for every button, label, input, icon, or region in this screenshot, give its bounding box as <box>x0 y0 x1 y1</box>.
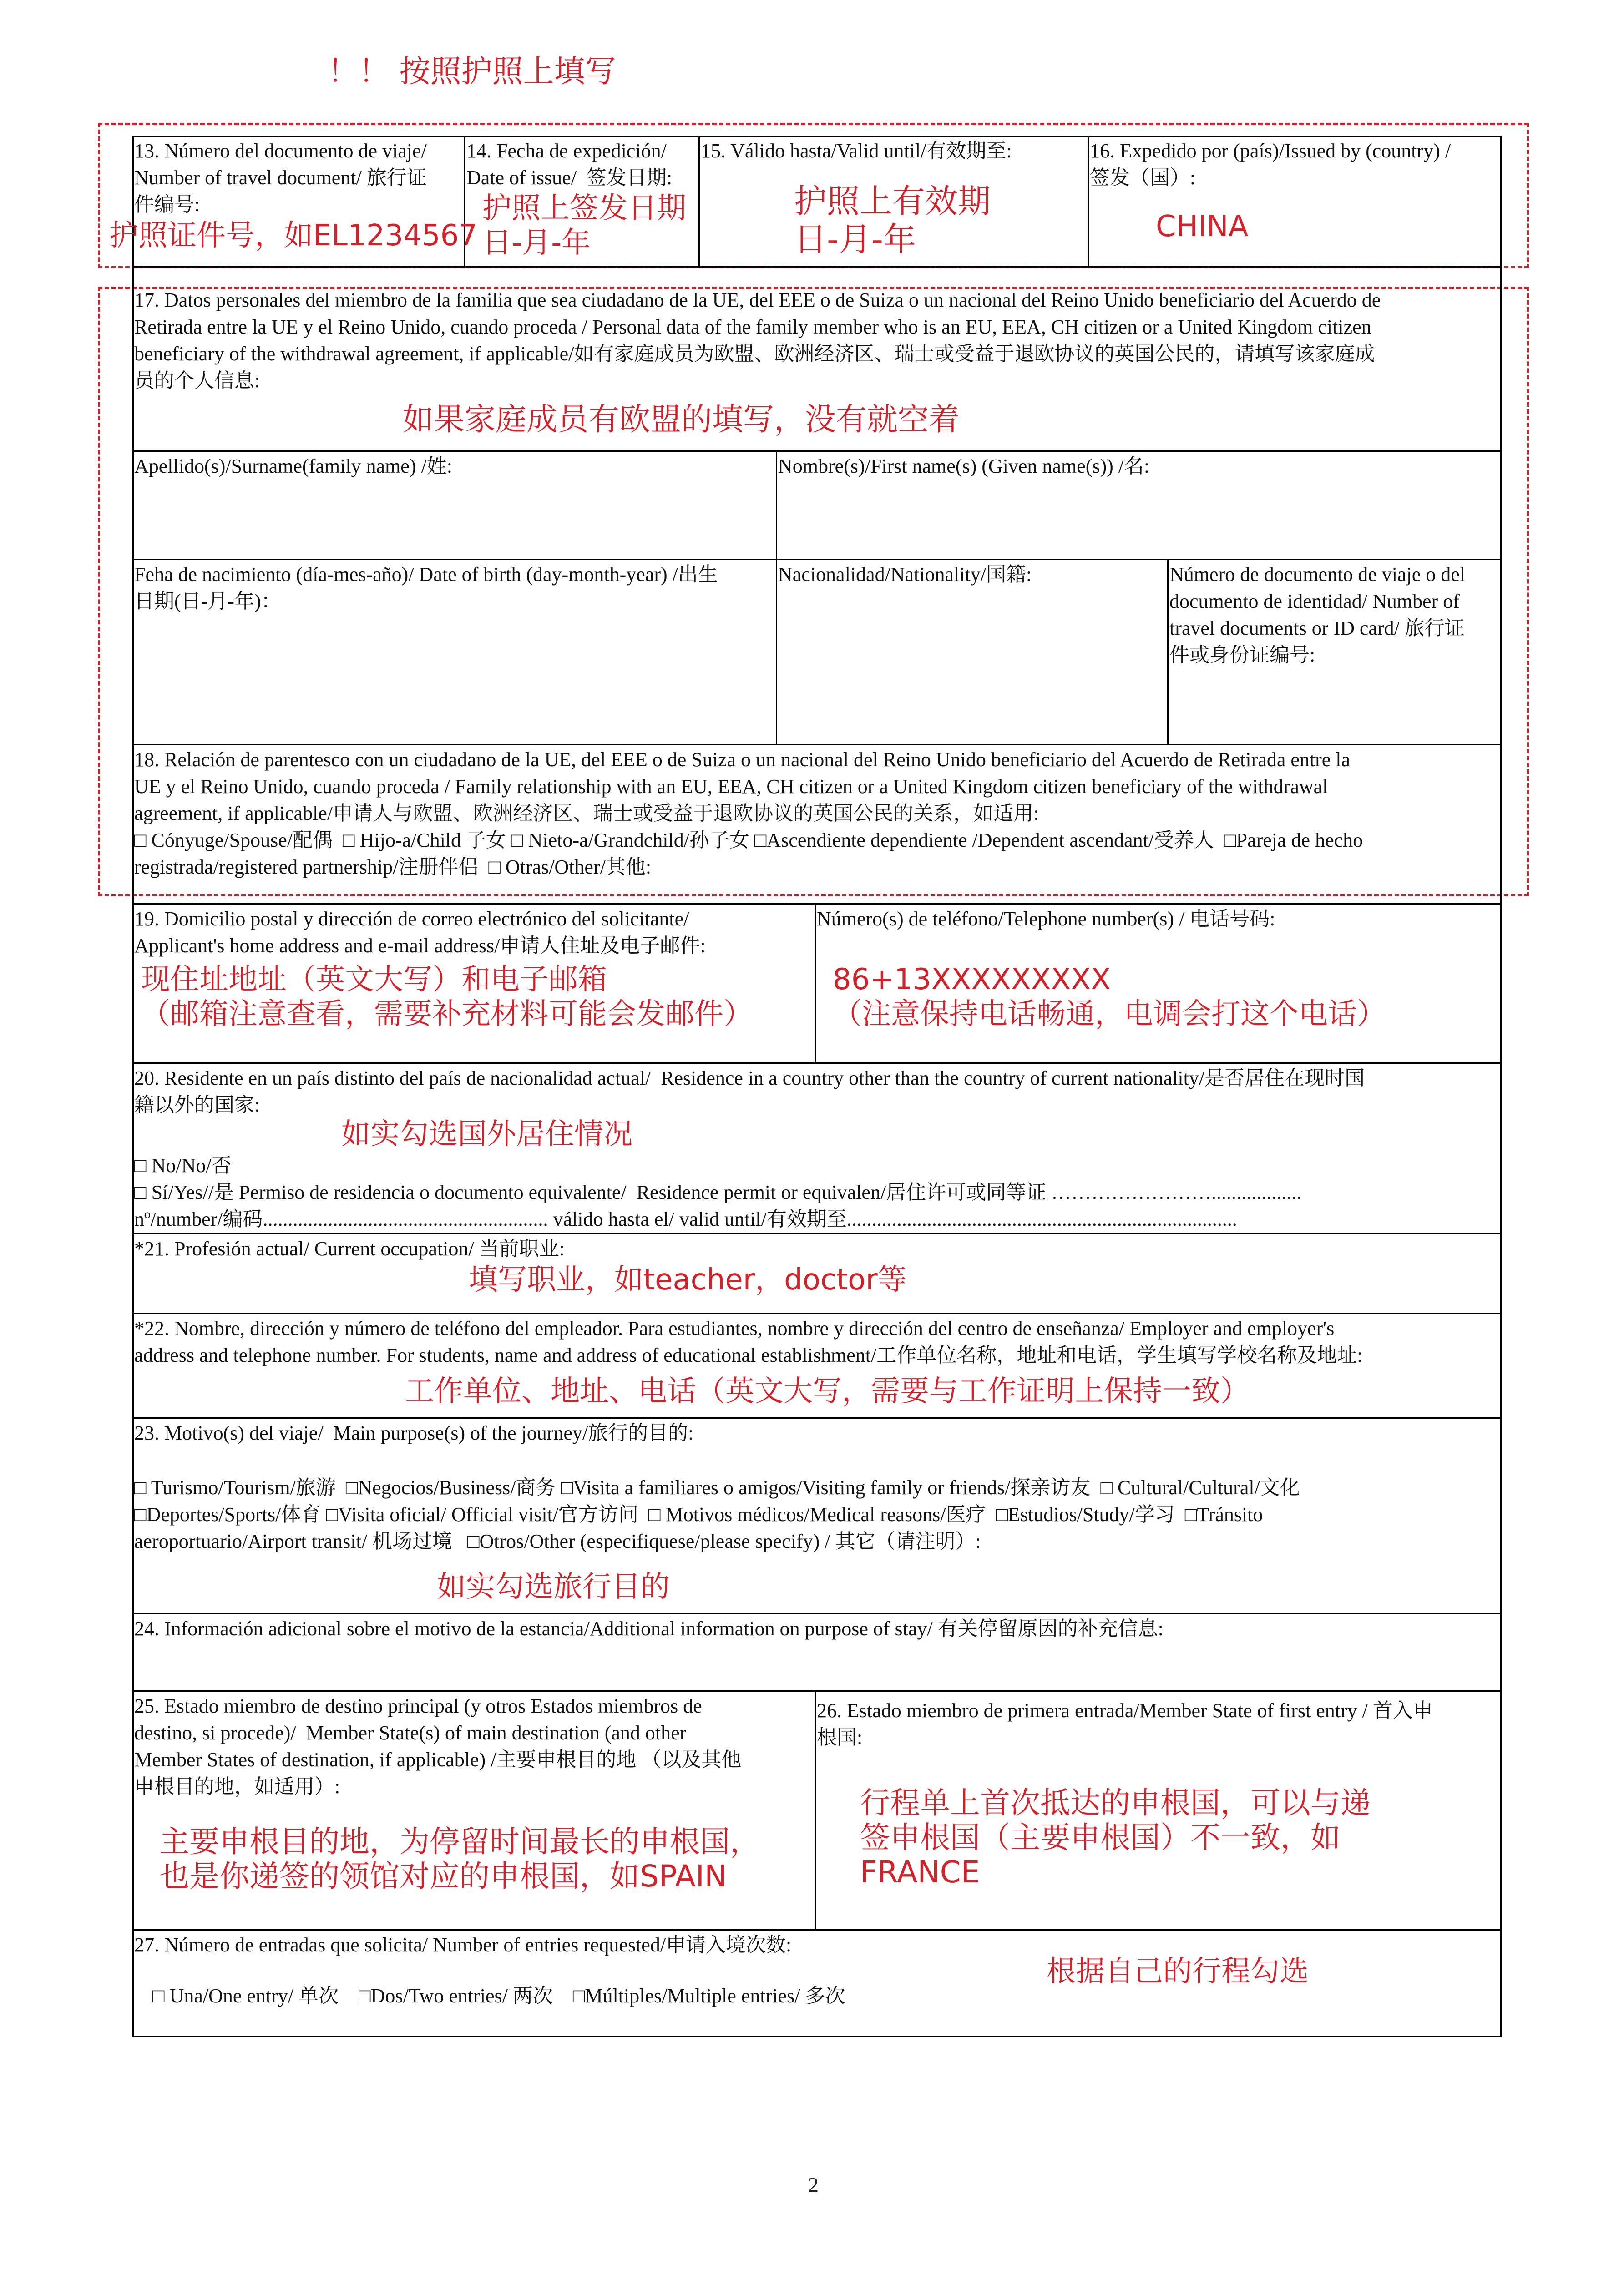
col-divider <box>1167 559 1169 744</box>
phone-label: Número(s) de teléfono/Telephone number(s) / 电话号码: <box>817 908 1275 930</box>
row-divider <box>132 559 1502 560</box>
annotation-valid-until: 护照上有效期 日-月-年 <box>794 182 991 258</box>
annotation-family-member: 如果家庭成员有欧盟的填写，没有就空着 <box>403 402 960 438</box>
entries-options[interactable]: □ Una/One entry/ 单次 □Dos/Two entries/ 两次 □Múltiples/Multiple entries/ 多次 <box>152 1985 845 2007</box>
annotation-purpose: 如实勾选旅行目的 <box>437 1570 670 1604</box>
firstname-label: Nombre(s)/First name(s) (Given name(s)) /名: <box>778 455 1150 477</box>
field-20-label: 20. Residente en un país distinto del país de nacionalidad actual/ Residence in a country other than the country of current nationality/是否居住在现时国 籍以外的国家: <box>134 1067 1365 1116</box>
field-25-label: 25. Estado miembro de destino principal (y otros Estados miembros de destino, si procede)/ Member State(s) of main destination (and other Member States of destination, if applicable) /主要申根目的地 （以及其他 申根目的地，如适用）: <box>134 1695 742 1798</box>
field-26-label: 26. Estado miembro de primera entrada/Member State of first entry / 首入申 根国: <box>817 1699 1433 1749</box>
annotation-entries: 根据自己的行程勾选 <box>1047 1955 1309 1988</box>
row-divider <box>132 903 1502 905</box>
field-23-label: 23. Motivo(s) del viaje/ Main purpose(s) of the journey/旅行的目的: <box>134 1422 694 1444</box>
row-divider <box>132 450 1502 452</box>
annotation-residence: 如实勾选国外居住情况 <box>341 1117 632 1151</box>
field-19-label: 19. Domicilio postal y dirección de correo electrónico del solicitante/ Applicant's home address and e-mail address/申请人住址及电子邮件: <box>134 908 706 957</box>
annotation-first-entry: 行程单上首次抵达的申根国，可以与递 签申根国（主要申根国）不一致，如 FRANCE <box>860 1785 1371 1890</box>
annotation-country: CHINA <box>1156 210 1249 243</box>
nationality-label: Nacionalidad/Nationality/国籍: <box>778 563 1032 586</box>
dob-label: Feha de nacimiento (día-mes-año)/ Date of birth (day-month-year) /出生 日期(日-月-年)： <box>134 563 718 612</box>
page-number: 2 <box>808 2173 819 2196</box>
field-21-label: *21. Profesión actual/ Current occupation/ 当前职业: <box>134 1238 565 1260</box>
row-divider <box>132 744 1502 745</box>
row-divider <box>132 1417 1502 1419</box>
field-13-label: 13. Número del documento de viaje/ Number of travel document/ 旅行证 件编号: <box>134 140 427 216</box>
annotation-issue-date: 护照上签发日期 日-月-年 <box>482 192 686 260</box>
annotation-employer: 工作单位、地址、电话（英文大写，需要与工作证明上保持一致） <box>405 1375 1250 1408</box>
row-divider <box>132 1929 1502 1931</box>
field-16-label: 16. Expedido por (país)/Issued by (country) / 签发（国）: <box>1090 140 1451 189</box>
annotation-phone: 86+13XXXXXXXXX （注意保持电话畅通，电调会打这个电话） <box>833 963 1386 1031</box>
field-14-label: 14. Fecha de expedición/ Date of issue/ 签发日期: <box>466 140 673 189</box>
top-note: ！！ 按照护照上填写 <box>328 54 616 90</box>
annotation-address: 现住址地址（英文大写）和电子邮箱 （邮箱注意查看，需要补充材料可能会发邮件） <box>141 963 753 1031</box>
row-divider <box>132 1690 1502 1692</box>
field-22-label: *22. Nombre, dirección y número de teléfono del empleador. Para estudiantes, nombre y dirección del centro de enseñanza/ Employer and employer's address and telephone number. For students, name and address of educational establishment/工作单位名称，地址和电话，学生填写学校名称及地址: <box>134 1317 1363 1366</box>
col-divider <box>815 1690 816 1929</box>
travel-doc-label: Número de documento de viaje o del documento de identidad/ Number of travel documents or ID card/ 旅行证 件或身份证编号: <box>1169 563 1466 666</box>
row-divider <box>132 1233 1502 1234</box>
col-divider <box>698 136 700 266</box>
annotation-passport-number: 护照证件号，如EL1234567 <box>109 219 478 253</box>
row-divider <box>132 1062 1502 1064</box>
col-divider <box>1088 136 1089 266</box>
field-18-label: 18. Relación de parentesco con un ciudadano de la UE, del EEE o de Suiza o un nacional del Reino Unido beneficiario del Acuerdo de Retirada entre la UE y el Reino Unido, cuando proceda / Family relationship with an EU, EEA, CH citizen or a United Kingdom citizen beneficiary of the withdrawal agreement, if applicable/申请人与欧盟、欧洲经济区、瑞士或受益于退欧协议的英国公民的关系，如适用: □ Cónyuge/Spouse/配偶 □ Hijo-a/Child 子女 □ Nieto-a/Grandchild/孙子女 □Ascendiente dependiente /Dependent ascendant/受养人 □Pareja de hecho registrada/registered partnership/注册伴侣 □ Otras/Other/其他: <box>134 748 1363 878</box>
row-divider <box>132 1313 1502 1314</box>
residence-no-checkbox[interactable]: □ No/No/否 <box>134 1154 232 1177</box>
field-15-label: 15. Válido hasta/Valid until/有效期至: <box>701 140 1012 162</box>
purpose-options[interactable]: □ Turismo/Tourism/旅游 □Negocios/Business/商务 □Visita a familiares o amigos/Visiting family or friends/探亲访友 □ Cultural/Cultural/文化 □Deportes/Sports/体育 □Visita oficial/ Official visit/官方访问 □ Motivos médicos/Medical reasons/医疗 □Estudios/Study/学习 □Tránsito aeroportuario/Airport transit/ 机场过境 □Otros/Other (especifiquese/please specify) / 其它（请注明）: <box>134 1476 1300 1552</box>
residence-yes-checkbox[interactable]: □ Sí/Yes//是 Permiso de residencia o documento equivalente/ Residence permit or equivalen/居住许可或同等证 …………………….................. <box>134 1181 1302 1203</box>
field-24-label: 24. Información adicional sobre el motivo de la estancia/Additional information on purpose of stay/ 有关停留原因的补充信息: <box>134 1618 1164 1640</box>
col-divider <box>815 903 816 1062</box>
residence-number-line: nº/number/编码......................................................... válido hasta el/ valid until/有效期至.............................................................................. <box>134 1208 1237 1230</box>
col-divider <box>776 450 777 744</box>
row-divider <box>132 1613 1502 1614</box>
annotation-main-destination: 主要申根目的地，为停留时间最长的申根国， 也是你递签的领馆对应的申根国，如SPAIN <box>159 1824 760 1894</box>
field-27-label: 27. Número de entradas que solicita/ Number of entries requested/申请入境次数: <box>134 1934 792 1956</box>
row-divider <box>132 266 1502 268</box>
annotation-occupation: 填写职业，如teacher，doctor等 <box>469 1263 907 1297</box>
surname-label: Apellido(s)/Surname(family name) /姓: <box>134 455 452 477</box>
field-17-label: 17. Datos personales del miembro de la familia que sea ciudadano de la UE, del EEE o de Suiza o un nacional del Reino Unido beneficiario del Acuerdo de Retirada entre la UE y el Reino Unido, cuando proceda / Personal data of the family member who is an EU, EEA, CH citizen or a United Kingdom citizen beneficiary of the withdrawal agreement, if applicable/如有家庭成员为欧盟、欧洲经济区、瑞士或受益于退欧协议的英国公民的，请填写该家庭成 员的个人信息: <box>134 289 1381 392</box>
